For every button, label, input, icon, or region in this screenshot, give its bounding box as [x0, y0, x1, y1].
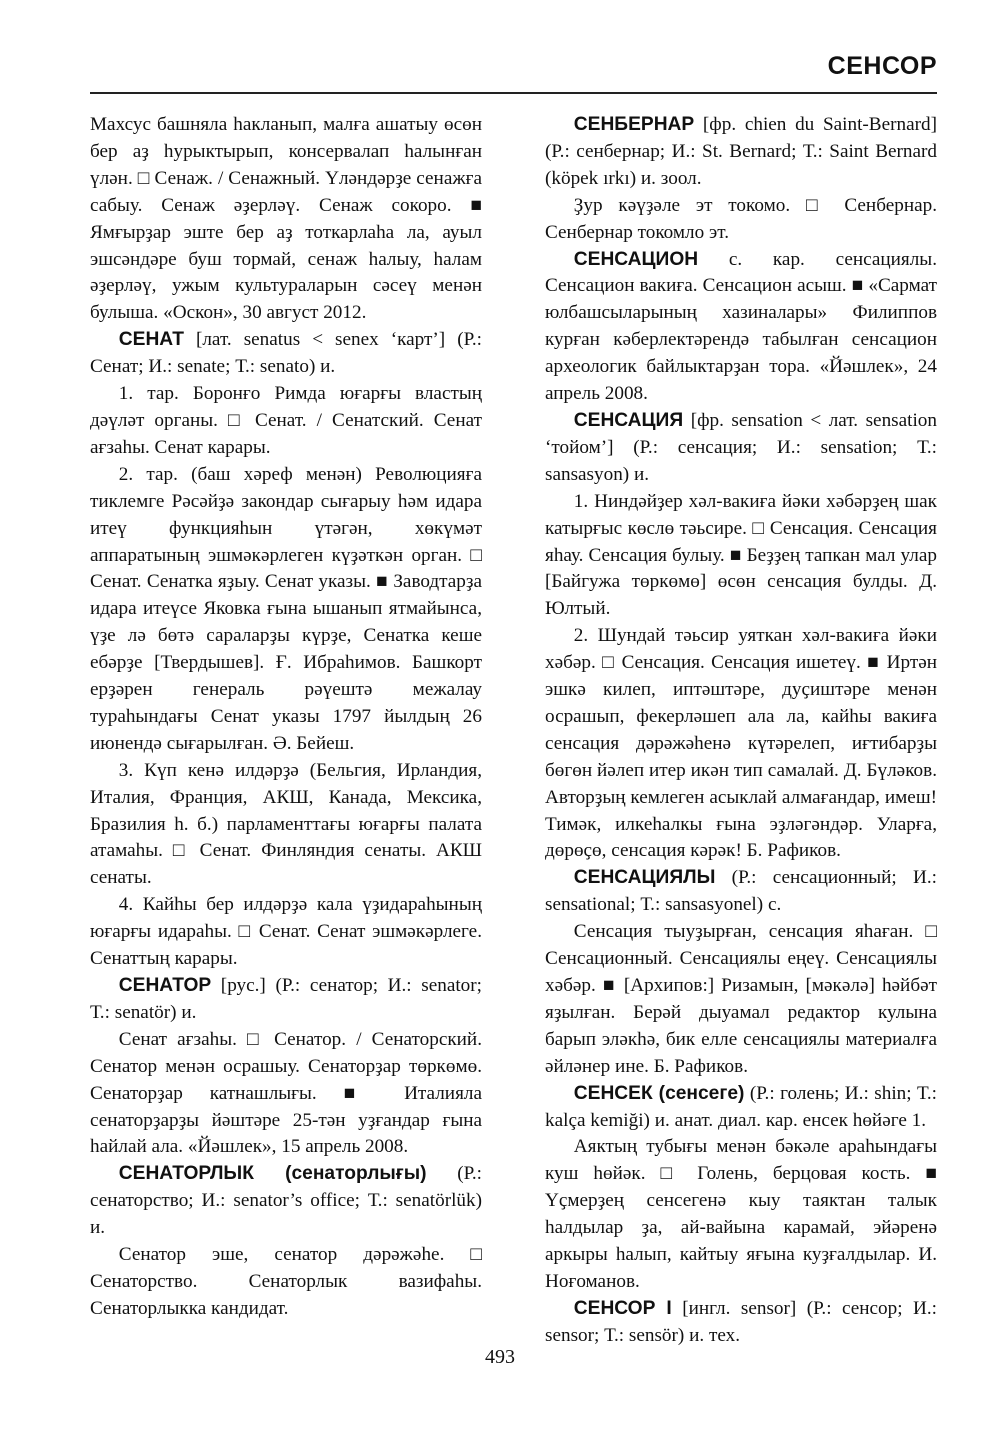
entry-headword: СЕНАТ: [118, 329, 184, 351]
entry-text: [рус.] (Р.: сенатор; И.: senator; Т.: senatör) и.: [90, 975, 482, 1023]
right-column: [545, 112, 937, 1350]
entry-text: Сенатор эше, сенатор дәрәжәһе. □ Сенаторство. Сенаторлык вазифаһы. Сенаторлыкка кандидат.: [90, 1244, 482, 1319]
entry-text: Ҙур кәүҙәле эт токомо. □ Сенбернар. Сенбернар токомло эт.: [545, 194, 937, 243]
entry-headword: СЕНСАЦИОН: [573, 248, 699, 270]
page-number: 493: [485, 1346, 515, 1368]
entry-text: 3. Күп кенә илдәрҙә (Бельгия, Ирландия, Италия, Франция, АКШ, Канада, Мексика, Бразилия һ. б.) парламенттағы юғарғы палата атамаһы. □ Сенат. Финляндия сенаты. АКШ сенаты.: [90, 759, 482, 889]
dictionary-entry: [545, 1081, 937, 1135]
entry-headword: СЕНАТОР: [118, 975, 212, 996]
entry-paragraph: [545, 193, 937, 247]
dictionary-entry: [545, 408, 937, 489]
running-headword: СЕНСОР: [827, 52, 937, 80]
entry-paragraph: [90, 1027, 482, 1162]
entry-text: с. кар. сенсациялы. Сенсацион вакиға. Сенсацион асыш. ■ «Сармат юлбашсыларының хазиналары» Филиппов курған кәберлектәрендә табылған сенсацион археологик байлыктарҙан тора. «Йәшлек», 24 апрель 2008.: [545, 248, 937, 405]
entry-headword: СЕНСЕК (сенсеге): [573, 1082, 745, 1104]
entry-headword: СЕНБЕРНАР: [573, 114, 695, 135]
entry-text: 2. тар. (баш хәреф менән) Революцияға тиклемге Рәсәйҙә закондар сығарыу һәм идара итеү функцияһын үтәгән, хөкүмәт аппаратының эшмәкәрлеген күҙәткән орган. □ Сенат. Сенатка яҙыу. Сенат указы. ■ Заводтарҙа идара итеүсе Яковка ғына ышанып ятмайынса, үҙе лә бөтә сараларҙы күрҙе, Сенатка кеше ебәрҙе [Твердышев]. Ғ. Ибраһимов. Башкорт ерҙәрен генераль рәүештә межалау тураһындағы Сенат указы 1797 йылдың 26 июнендә сығарылған. Ә. Бейеш.: [90, 463, 482, 754]
entry-text: 2. Шундай тәьсир уяткан хәл-вакиға йәки хәбәр. □ Сенсация. Сенсация ишетеү. ■ Иртән эшкә килеп, иптәштәре, дуҫиштәре менән осрашып, фекерләшеп ала ла, кайһы вакиға сенсация дәрәжәһенә күтәрелеп, иғтибарҙы бөгөн йәлеп итер икән тип самалай. Д. Бүләков. Авторҙың кемлеген асыклай алмағандар, имеш! Тимәк, илкеһалкы ғына эҙләгәндәр. Уларға, дөрөҫө, сенсация кәрәк! Б. Рафиков.: [545, 625, 937, 862]
entry-text: (Р.: голень; И.: shin; Т.: kalça kemiği) и. анат. диал. кар. енсек һөйәге 1.: [545, 1082, 937, 1131]
dictionary-entry: [545, 1296, 937, 1350]
dictionary-entry: [90, 973, 482, 1027]
dictionary-entry: [545, 247, 937, 408]
entry-text: (Р.: сенсационный; И.: sensational; Т.: sansasyonel) с.: [545, 867, 937, 916]
entry-paragraph: [545, 623, 937, 865]
dictionary-entry: [90, 327, 482, 381]
entry-text: [фр. sensation < лат. sensation ‘тойом’] (Р.: сенсация; И.: sensation; Т.: sansasyon) и.: [545, 409, 937, 485]
entry-text: Махсус башняла һакланып, малға ашатыу өсөн бер аҙ һурыктырып, консервалап һалынған үлән. □ Сенаж. / Сенажный. Үләндәрҙе сенажға сабыу. Сенаж әҙерләү. Сенаж сокоро. ■ Ямғырҙар эште бер аҙ тоткарлаһа ла, ауыл эшсәндәре буш тормай, сенаж һалыу, һалам әҙерләү, ужым культураларын сәсеү менән булыша. «Оскон», 30 август 2012.: [90, 114, 482, 324]
entry-text: Аяктың тубығы менән бәкәле араһындағы куш һөйәк. □ Голень, берцовая кость. ■ Үҫмерҙең сенсегенә кыу таяктан талык һалдылар ҙа, ай-вайына карамай, эйәренә аркыры һалып, кайтыу яғына куҙғалдылар. И. Ноғоманов.: [545, 1136, 937, 1292]
entry-headword: СЕНСОР I: [573, 1297, 672, 1319]
entry-paragraph: [90, 1242, 482, 1323]
entry-paragraph: [90, 758, 482, 893]
dictionary-entry: [90, 1161, 482, 1242]
entry-text: 1. тар. Боронғо Римда юғарғы властың дәүләт органы. □ Сенат. / Сенатский. Сенат ағзаһы. Сенат карары.: [90, 383, 482, 458]
entry-paragraph: [90, 381, 482, 462]
entry-paragraph: [90, 462, 482, 758]
entry-headword: СЕНАТОРЛЫК (сенаторлығы): [118, 1163, 427, 1185]
entry-paragraph: [545, 489, 937, 624]
entry-text: (Р.: сенаторство; И.: senator’s office; Т.: senatörlük) и.: [90, 1163, 482, 1239]
dictionary-entry: [545, 112, 937, 193]
entry-headword: СЕНСАЦИЯ: [573, 409, 684, 431]
dictionary-entry: [545, 865, 937, 919]
entry-text: Сенат ағзаһы. □ Сенатор. / Сенаторский. Сенатор менән осрашыу. Сенаторҙар төркөмө. Сенаторҙар катнашлығы. ■ Италияла сенаторҙарҙы йәштәре 25-тән уҙғандар ғына һайлай ала. «Йәшлек», 15 апрель 2008.: [90, 1028, 482, 1158]
entry-text: 4. Кайһы бер илдәрҙә кала үҙидараһының юғарғы идараһы. □ Сенат. Сенат эшмәкәрлеге. Сенаттың карары.: [90, 894, 482, 970]
entry-text: Сенсация тыуҙырған, сенсация яһаған. □ Сенсационный. Сенсациялы еңеү. Сенсациялы хәбәр. ■ [Архипов:] Ризамын, [мәкәлә] һәйбәт яҙылған. Берәй дыуамал редактор кулына барып эләкһә, бик елле сенсациялы материалға әйләнер ине. Б. Рафиков.: [545, 921, 937, 1077]
entry-text: [ингл. sensor] (Р.: сенсор; И.: sensor; Т.: sensör) и. тех.: [545, 1297, 938, 1346]
header-rule: [90, 92, 937, 94]
entry-paragraph: [90, 112, 482, 327]
entry-text: [лат. senatus < senex ‘карт’] (Р.: Сенат; И.: senate; Т.: senato) и.: [90, 329, 482, 378]
entry-headword: СЕНСАЦИЯЛЫ: [573, 867, 716, 889]
left-column: [90, 112, 482, 1323]
entry-paragraph: [90, 892, 482, 973]
entry-paragraph: [545, 919, 937, 1080]
entry-text: [фр. chien du Saint-Bernard] (Р.: сенбернар; И.: St. Bernard; Т.: Saint Bernard (köpek ırkı) и. зоол.: [545, 114, 937, 189]
entry-text: 1. Ниндәйҙер хәл-вакиға йәки хәбәрҙең шак катырғыс көслө тәьсире. □ Сенсация. Сенсация яһау. Сенсация булыу. ■ Беҙҙең тапкан мал улар [Байгужа төркөмө] өсөн сенсация булды. Д. Юлтый.: [545, 490, 937, 620]
entry-paragraph: [545, 1134, 937, 1295]
